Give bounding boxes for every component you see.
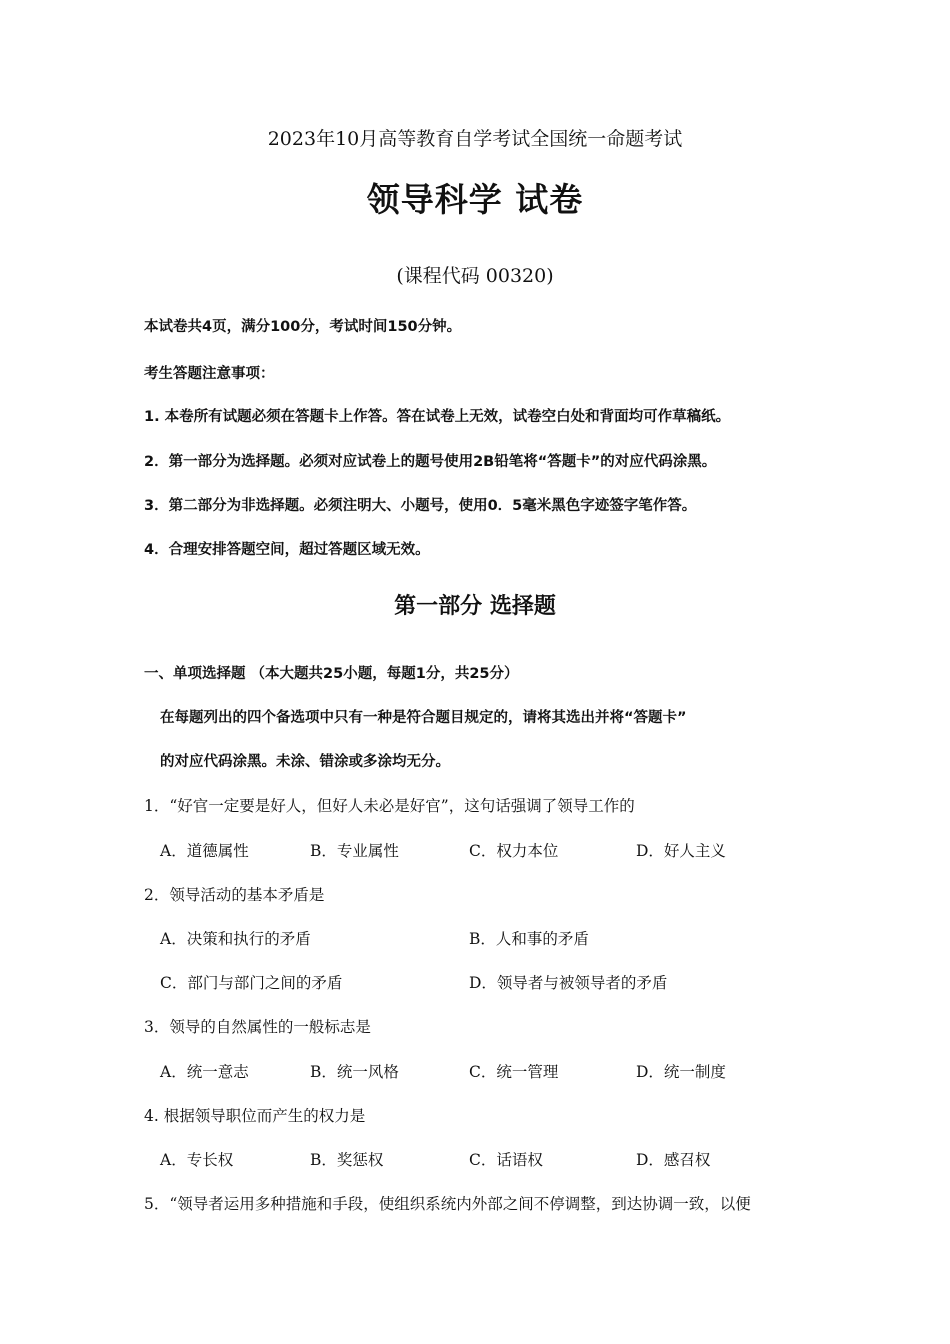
section-heading: 一、单项选择题 （本大题共25小题，每题1分，共25分）: [144, 666, 519, 682]
question-stem: 2．领导活动的基本矛盾是: [144, 886, 325, 904]
option-b: B．人和事的矛盾: [469, 930, 589, 948]
section-instruction: 的对应代码涂黑。未涂、错涂或多涂均无分。: [160, 754, 450, 770]
option-a: A．决策和执行的矛盾: [160, 930, 311, 948]
paper-title: 领导科学 试卷: [366, 180, 584, 219]
option-c: C．部门与部门之间的矛盾: [160, 974, 343, 992]
option-a: A．道德属性: [160, 842, 249, 860]
option-d: D．统一制度: [636, 1063, 726, 1081]
option-b: B．奖惩权: [310, 1151, 384, 1169]
option-d: D．领导者与被领导者的矛盾: [469, 974, 668, 992]
note-item: 4．合理安排答题空间，超过答题区域无效。: [144, 542, 430, 558]
question-stem: 5．“领导者运用多种措施和手段，使组织系统内外部之间不停调整，到达协调一致，以便: [144, 1195, 751, 1213]
course-code: (课程代码 00320): [396, 265, 554, 287]
note-item: 3．第二部分为非选择题。必须注明大、小题号，使用0．5毫米黑色字迹签字笔作答。: [144, 498, 697, 514]
note-item: 1. 本卷所有试题必须在答题卡上作答。答在试卷上无效，试卷空白处和背面均可作草稿纸。: [144, 409, 731, 425]
question-stem: 4. 根据领导职位而产生的权力是: [144, 1107, 366, 1125]
paper-summary: 本试卷共4页，满分100分，考试时间150分钟。: [144, 319, 462, 335]
option-c: C．权力本位: [469, 842, 559, 860]
option-c: C．统一管理: [469, 1063, 559, 1081]
question-stem: 3．领导的自然属性的一般标志是: [144, 1018, 371, 1036]
option-b: B．专业属性: [310, 842, 399, 860]
option-d: D．好人主义: [636, 842, 726, 860]
section-instruction: 在每题列出的四个备选项中只有一种是符合题目规定的，请将其选出并将“答题卡”: [160, 710, 687, 726]
option-c: C．话语权: [469, 1151, 543, 1169]
option-a: A．专长权: [160, 1151, 234, 1169]
option-a: A．统一意志: [160, 1063, 249, 1081]
note-item: 2．第一部分为选择题。必须对应试卷上的题号使用2B铅笔将“答题卡”的对应代码涂黑。: [144, 454, 717, 470]
exam-header: 2023年10月高等教育自学考试全国统一命题考试: [267, 128, 683, 150]
question-stem: 1．“好官一定要是好人，但好人未必是好官”，这句话强调了领导工作的: [144, 797, 635, 815]
notes-heading: 考生答题注意事项：: [144, 366, 275, 382]
option-b: B．统一风格: [310, 1063, 399, 1081]
part-title: 第一部分 选择题: [394, 594, 556, 619]
option-d: D．感召权: [636, 1151, 711, 1169]
